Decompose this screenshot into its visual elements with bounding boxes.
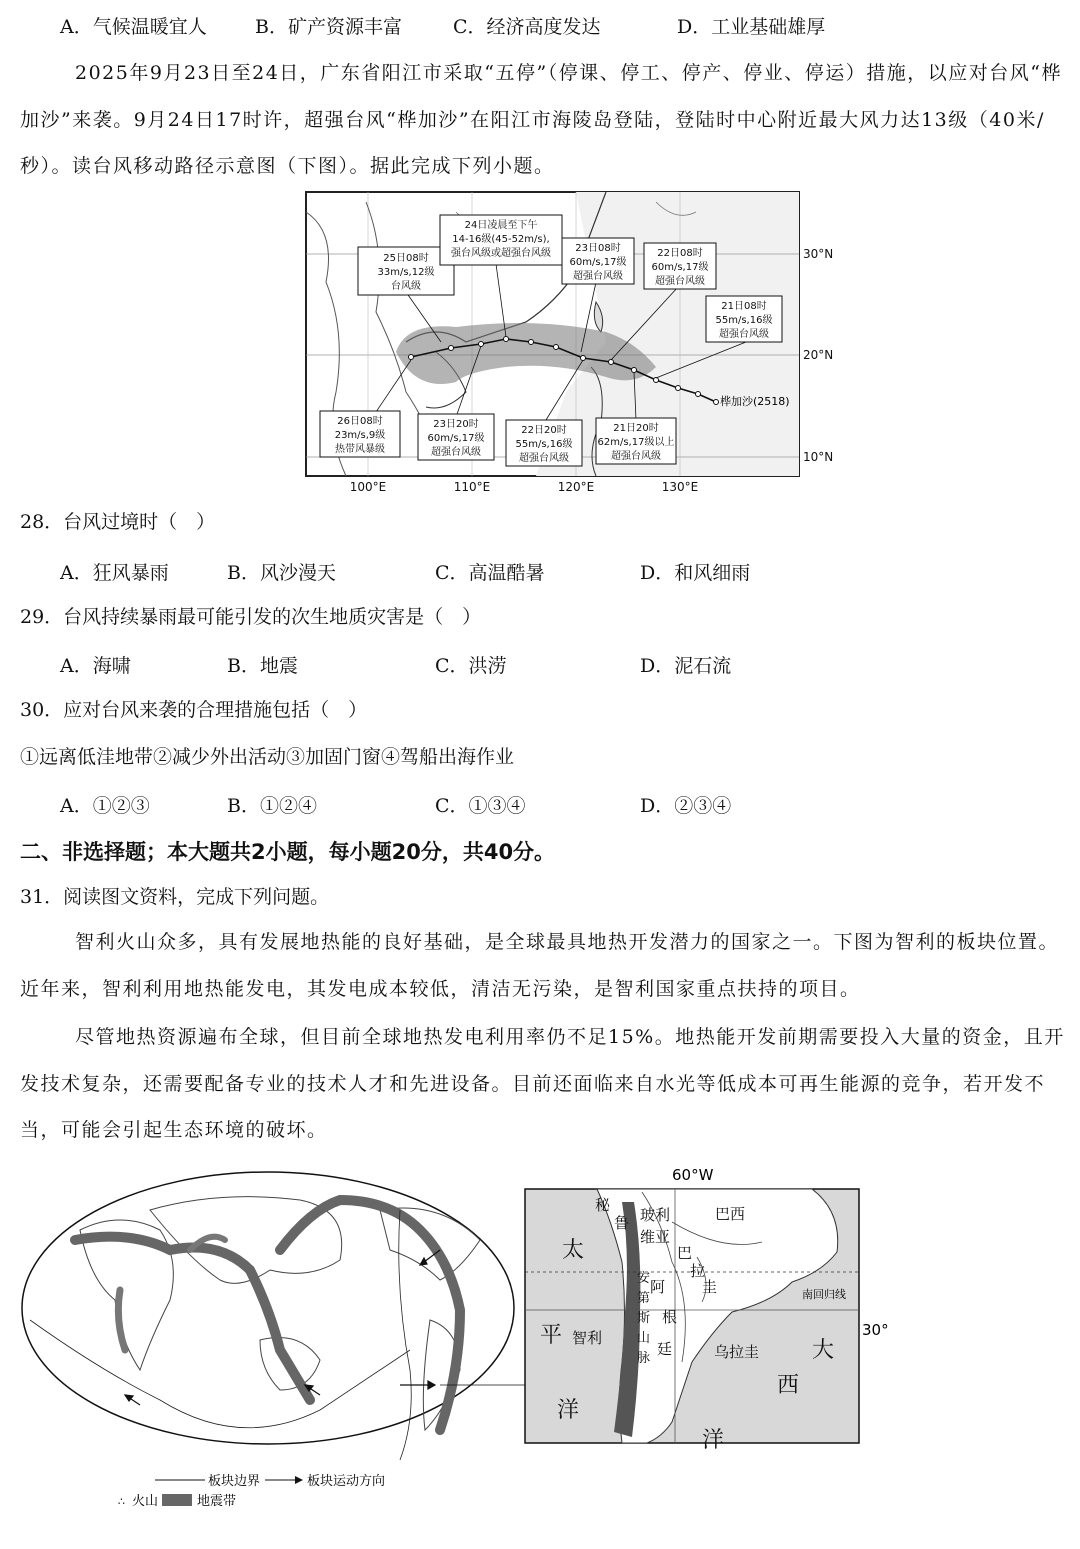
callout-23d08-speed: 60m/s,17级	[569, 257, 627, 268]
callout-21d20-class: 超强台风级	[611, 451, 661, 462]
lon-130e: 130°E	[661, 480, 699, 494]
label-paraguay-3: 圭	[702, 1278, 718, 1296]
q29-option-b: B．地震	[227, 655, 298, 677]
lat-10n: 10°N	[803, 450, 834, 464]
world-plate-map	[20, 1170, 520, 1520]
callout-23d08: 23日08时	[575, 243, 621, 254]
callout-22d20: 22日20时	[521, 425, 567, 436]
q30-option-c: C．①③④	[435, 795, 526, 817]
legend-seismic-belt: 地震带	[197, 1494, 237, 1509]
q30-option-a: A．①②③	[60, 795, 150, 817]
legend-plate-motion: 板块运动方向	[307, 1474, 386, 1489]
q27-option-d: D．工业基础雄厚	[677, 16, 826, 38]
callout-23d08-class: 超强台风级	[573, 271, 623, 282]
callout-23d20-speed: 60m/s,17级	[427, 433, 485, 444]
parallel-30: 30°	[862, 1321, 889, 1339]
lat-20n: 20°N	[803, 348, 834, 362]
label-argentina: 阿	[650, 1278, 666, 1296]
callout-22d08: 22日08时	[657, 248, 703, 259]
q31-paragraph-2: 尽管地热资源遍布全球，但目前全球地热发电利用率仍不足15%。地热能开发前期需要投入大量的资金，且开发技术复杂，还需要配备专业的技术人才和先进设备。目前还面临来自水光等低成本可再生能源的竞争，若开发不当，可能会引起生态环境的破坏。	[20, 1026, 1065, 1141]
lon-100e: 100°E	[349, 480, 387, 494]
q30-option-d: D．②③④	[640, 795, 732, 817]
typhoon-intro: 2025年9月23日至24日，广东省阳江市采取“五停”（停课、停工、停产、停业、停运）措施，以应对台风“桦加沙”来袭。9月24日17时许，超强台风“桦加沙”在阳江市海陵岛登陆，登陆时中心附近最大风力达13级（40米/秒）。读台风移动路径示意图（下图）。据此完成下列小题。	[20, 62, 1062, 177]
label-pacific-2: 平	[540, 1323, 563, 1348]
label-peru: 秘	[595, 1196, 611, 1214]
callout-25d08-speed: 33m/s,12级	[377, 267, 435, 278]
volcano-symbol-icon: ∴	[118, 1495, 125, 1508]
label-atlantic: 大	[812, 1338, 835, 1363]
callout-24d-class: 强台风级或超强台风级	[451, 248, 551, 259]
lon-110e: 110°E	[453, 480, 491, 494]
label-paraguay: 巴	[677, 1244, 693, 1262]
q29-option-a: A．海啸	[60, 655, 131, 677]
callout-26d08-speed: 23m/s,9级	[334, 430, 386, 441]
label-bolivia-2: 维亚	[640, 1228, 671, 1246]
callout-24d-speed: 14-16级(45-52m/s),	[452, 234, 550, 245]
section-2-heading: 二、非选择题；本大题共2小题，每小题20分，共40分。	[20, 840, 556, 864]
callout-26d08-class: 热带风暴级	[335, 444, 385, 455]
q29-option-c: C．洪涝	[435, 655, 507, 677]
meridian-60w: 60°W	[672, 1166, 714, 1184]
label-andes: 安	[637, 1271, 651, 1286]
label-brazil: 巴西	[715, 1205, 746, 1223]
callout-23d20: 23日20时	[433, 419, 479, 430]
q29-option-d: D．泥石流	[640, 655, 732, 677]
label-argentina-3: 廷	[657, 1340, 673, 1358]
callout-25d08: 25日08时	[383, 253, 429, 264]
callout-25d08-class: 台风级	[391, 281, 421, 292]
q31-paragraph-1: 智利火山众多，具有发展地热能的良好基础，是全球最具地热开发潜力的国家之一。下图为智利的板块位置。近年来，智利利用地热能发电，其发电成本较低，清洁无污染，是智利国家重点扶持的项目。	[20, 931, 1060, 1000]
callout-22d08-speed: 60m/s,17级	[651, 262, 709, 273]
q30-items: ①远离低洼地带②减少外出活动③加固门窗④驾船出海作业	[20, 746, 515, 768]
label-chile: 智利	[572, 1329, 603, 1347]
q27-option-c: C．经济高度发达	[453, 16, 601, 38]
q28-option-b: B．风沙漫天	[227, 562, 336, 584]
callout-21d08-speed: 55m/s,16级	[715, 315, 773, 326]
label-andes-3: 斯	[637, 1311, 651, 1326]
q30-stem: 30．应对台风来袭的合理措施包括（ ）	[20, 699, 368, 721]
callout-21d20: 21日20时	[613, 423, 659, 434]
label-andes-2: 第	[637, 1291, 651, 1306]
q28-option-d: D．和风细雨	[640, 562, 751, 584]
callout-21d08-class: 超强台风级	[719, 329, 769, 340]
typhoon-name-label: 桦加沙(2518)	[720, 395, 790, 408]
label-pacific: 太	[562, 1238, 585, 1263]
label-paraguay-2: 拉	[690, 1262, 706, 1280]
callout-24d: 24日凌晨至下午	[464, 220, 538, 231]
chile-inset-map	[522, 1162, 889, 1453]
label-pacific-3: 洋	[557, 1398, 580, 1423]
q30-option-b: B．①②④	[227, 795, 317, 817]
legend-plate-boundary: 板块边界	[208, 1474, 261, 1489]
callout-21d20-speed: 62m/s,17级以上	[597, 437, 675, 448]
callout-22d08-class: 超强台风级	[655, 276, 705, 287]
callout-21d08: 21日08时	[721, 301, 767, 312]
label-andes-4: 山	[637, 1331, 651, 1346]
label-uruguay: 乌拉圭	[714, 1343, 760, 1361]
q29-stem: 29．台风持续暴雨最可能引发的次生地质灾害是（ ）	[20, 606, 482, 628]
callout-22d20-speed: 55m/s,16级	[515, 439, 573, 450]
lon-120e: 120°E	[557, 480, 595, 494]
label-atlantic-2: 西	[777, 1373, 800, 1398]
label-bolivia: 玻利	[640, 1206, 671, 1224]
q31-stem: 31．阅读图文资料，完成下列问题。	[20, 886, 330, 908]
q28-option-a: A．狂风暴雨	[60, 562, 169, 584]
q28-stem: 28．台风过境时（ ）	[20, 511, 216, 533]
callout-26d08: 26日08时	[337, 416, 383, 427]
lat-30n: 30°N	[803, 247, 834, 261]
label-andes-5: 脉	[637, 1351, 651, 1366]
q28-option-c: C．高温酷暑	[435, 562, 545, 584]
q27-option-b: B．矿产资源丰富	[255, 16, 402, 38]
typhoon-track-map	[306, 192, 846, 492]
tropic-of-capricorn-label: 南回归线	[802, 1288, 846, 1301]
label-peru-2: 鲁	[614, 1214, 630, 1232]
label-atlantic-3: 洋	[702, 1428, 725, 1453]
q27-option-a: A．气候温暖宜人	[60, 16, 207, 38]
label-argentina-2: 根	[662, 1308, 678, 1326]
callout-23d20-class: 超强台风级	[431, 447, 481, 458]
callout-22d20-class: 超强台风级	[519, 453, 569, 464]
legend-volcano: 火山	[132, 1494, 159, 1509]
